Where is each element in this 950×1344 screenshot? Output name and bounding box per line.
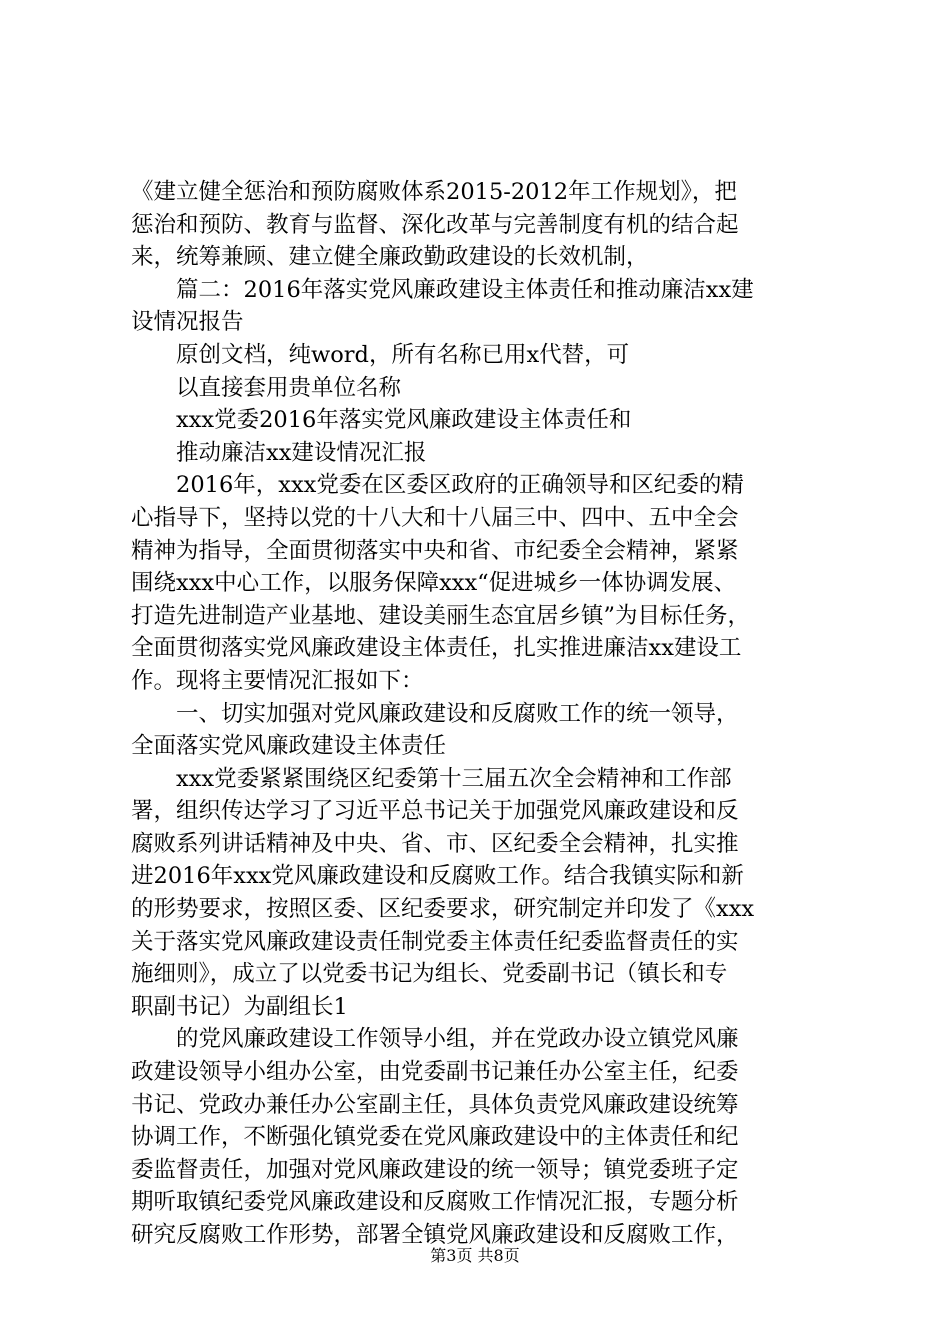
text-line: 协调工作，不断强化镇党委在党风廉政建设中的主体责任和纪 xyxy=(131,1124,739,1151)
text-line: 原创文档，纯word，所有名称已用x代替，可 xyxy=(131,341,630,368)
text-line: 一、切实加强对党风廉政建设和反腐败工作的统一领导， xyxy=(131,700,739,727)
text-line: 政建设领导小组办公室，由党委副书记兼任办公室主任，纪委 xyxy=(131,1059,739,1086)
text-line: 全面贯彻落实党风廉政建设主体责任，扎实推进廉洁xx建设工 xyxy=(131,635,742,662)
text-line: xxx党委紧紧围绕区纪委第十三届五次全会精神和工作部 xyxy=(131,765,732,792)
text-line: 的形势要求，按照区委、区纪委要求，研究制定并印发了《xxx xyxy=(131,896,755,923)
text-line: 署，组织传达学习了习近平总书记关于加强党风廉政建设和反 xyxy=(131,798,739,825)
text-line: 腐败系列讲话精神及中央、省、市、区纪委全会精神，扎实推 xyxy=(131,830,739,857)
text-line: 以直接套用贵单位名称 xyxy=(131,374,402,401)
text-line: 《建立健全惩治和预防腐败体系2015-2012年工作规划》，把 xyxy=(131,179,737,205)
text-line: 惩治和预防、教育与监督、深化改革与完善制度有机的结合起 xyxy=(131,211,739,238)
text-line: 研究反腐败工作形势，部署全镇党风廉政建设和反腐败工作， xyxy=(131,1222,739,1248)
text-line: 全面落实党风廉政建设主体责任 xyxy=(131,733,447,760)
text-line: 2016年，xxx党委在区委区政府的正确领导和区纪委的精 xyxy=(131,472,744,499)
page-number-footer: 第3页 共8页 xyxy=(430,1246,520,1265)
text-line: 围绕xxx中心工作，以服务保障xxx“促进城乡一体协调发展、 xyxy=(131,570,737,597)
text-line: 施细则》，成立了以党委书记为组长、党委副书记（镇长和专 xyxy=(131,961,728,988)
text-line: 书记、党政办兼任办公室副主任，具体负责党风廉政建设统筹 xyxy=(131,1091,739,1118)
text-line: 心指导下，坚持以党的十八大和十八届三中、四中、五中全会 xyxy=(131,504,739,531)
text-line: 关于落实党风廉政建设责任制党委主体责任纪委监督责任的实 xyxy=(131,928,739,955)
text-line: 设情况报告 xyxy=(131,309,244,336)
text-line: 打造先进制造产业基地、建设美丽生态宜居乡镇”为目标任务， xyxy=(131,602,751,629)
text-line: 来，统筹兼顾、建立健全廉政勤政建设的长效机制， xyxy=(131,244,649,271)
text-line: 篇二：2016年落实党风廉政建设主体责任和推动廉洁xx建 xyxy=(131,276,754,303)
text-line: 职副书记）为副组长1 xyxy=(131,993,348,1020)
text-line: xxx党委2016年落实党风廉政建设主体责任和 xyxy=(131,407,632,434)
text-line: 期听取镇纪委党风廉政建设和反腐败工作情况汇报，专题分析 xyxy=(131,1189,739,1216)
text-line: 委监督责任，加强对党风廉政建设的统一领导；镇党委班子定 xyxy=(131,1156,739,1183)
text-line: 作。现将主要情况汇报如下： xyxy=(131,667,424,694)
text-line: 的党风廉政建设工作领导小组，并在党政办设立镇党风廉 xyxy=(131,1026,739,1053)
document-body xyxy=(131,176,833,1252)
text-line: 精神为指导，全面贯彻落实中央和省、市纪委全会精神，紧紧 xyxy=(131,537,739,564)
text-line: 推动廉洁xx建设情况汇报 xyxy=(131,439,427,466)
text-line: 进2016年xxx党风廉政建设和反腐败工作。结合我镇实际和新 xyxy=(131,863,744,890)
